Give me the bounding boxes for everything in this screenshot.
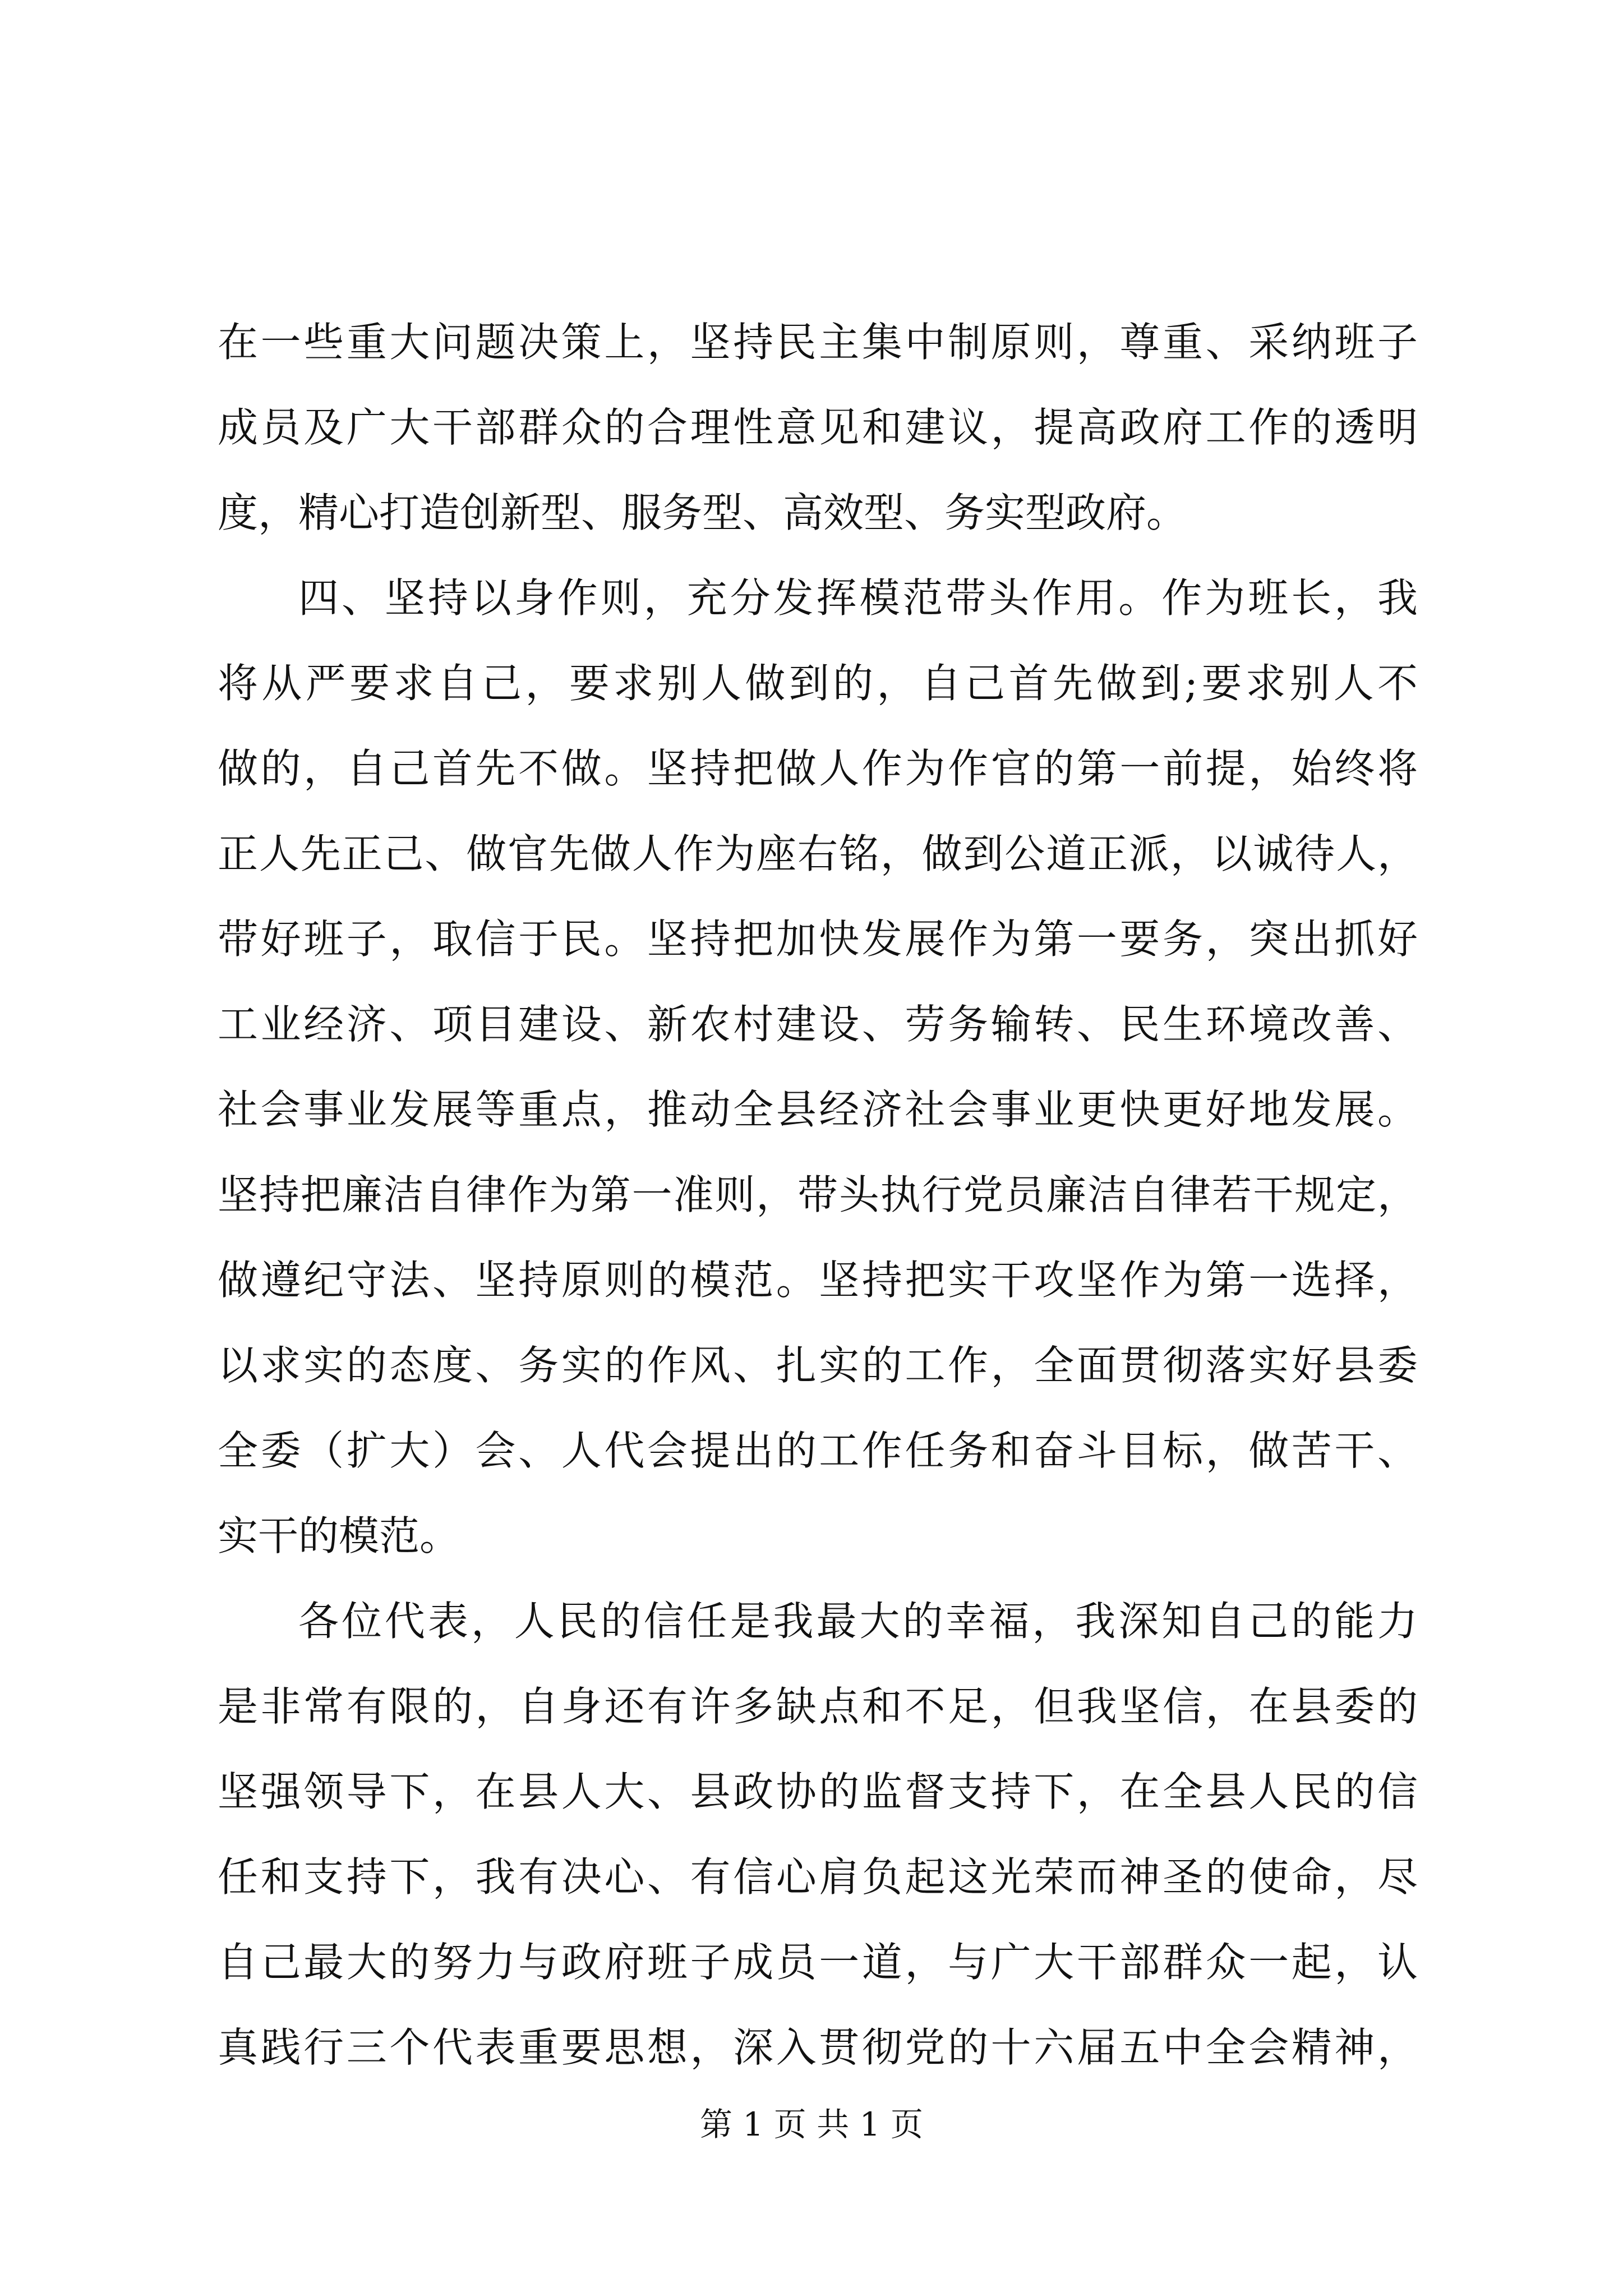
text-line: 度，精心打造创新型、服务型、高效型、务实型政府。: [218, 489, 1187, 536]
text-line: 真践行三个代表重要思想，深入贯彻党的十六届五中全会精神，: [218, 2024, 1418, 2071]
page-footer: 第 1 页 共 1 页: [700, 2105, 923, 2143]
text-line: 任和支持下，我有决心、有信心肩负起这光荣而神圣的使命，尽: [218, 1853, 1418, 1901]
text-line: 是非常有限的，自身还有许多缺点和不足，但我坚信，在县委的: [218, 1683, 1418, 1730]
text-line: 实干的模范。: [218, 1512, 460, 1559]
text-line: 坚持把廉洁自律作为第一准则，带头执行党员廉洁自律若干规定，: [218, 1171, 1418, 1218]
text-line: 社会事业发展等重点，推动全县经济社会事业更快更好地发展。: [218, 1086, 1418, 1133]
text-line: 做遵纪守法、坚持原则的模范。坚持把实干攻坚作为第一选择，: [218, 1257, 1418, 1304]
text-line: 以求实的态度、务实的作风、扎实的工作，全面贯彻落实好县委: [218, 1342, 1418, 1389]
text-line: 四、坚持以身作则，充分发挥模范带头作用。作为班长，我: [298, 574, 1418, 622]
text-line: 工业经济、项目建设、新农村建设、劳务输转、民生环境改善、: [218, 1001, 1418, 1048]
text-line: 全委（扩大）会、人代会提出的工作任务和奋斗目标，做苦干、: [218, 1427, 1418, 1474]
text-line: 做的，自己首先不做。坚持把做人作为作官的第一前提，始终将: [218, 745, 1418, 792]
text-line: 成员及广大干部群众的合理性意见和建议，提高政府工作的透明: [218, 404, 1418, 451]
text-line: 将从严要求自己，要求别人做到的，自己首先做到;要求别人不: [218, 660, 1418, 707]
text-line: 坚强领导下，在县人大、县政协的监督支持下，在全县人民的信: [218, 1768, 1418, 1815]
text-line: 正人先正己、做官先做人作为座右铭，做到公道正派，以诚待人，: [218, 830, 1418, 877]
text-line: 带好班子，取信于民。坚持把加快发展作为第一要务，突出抓好: [218, 915, 1418, 963]
text-line: 各位代表，人民的信任是我最大的幸福，我深知自己的能力: [298, 1598, 1418, 1645]
text-line: 在一些重大问题决策上，坚持民主集中制原则，尊重、采纳班子: [218, 319, 1418, 366]
text-line: 自己最大的努力与政府班子成员一道，与广大干部群众一起，认: [218, 1939, 1418, 1986]
